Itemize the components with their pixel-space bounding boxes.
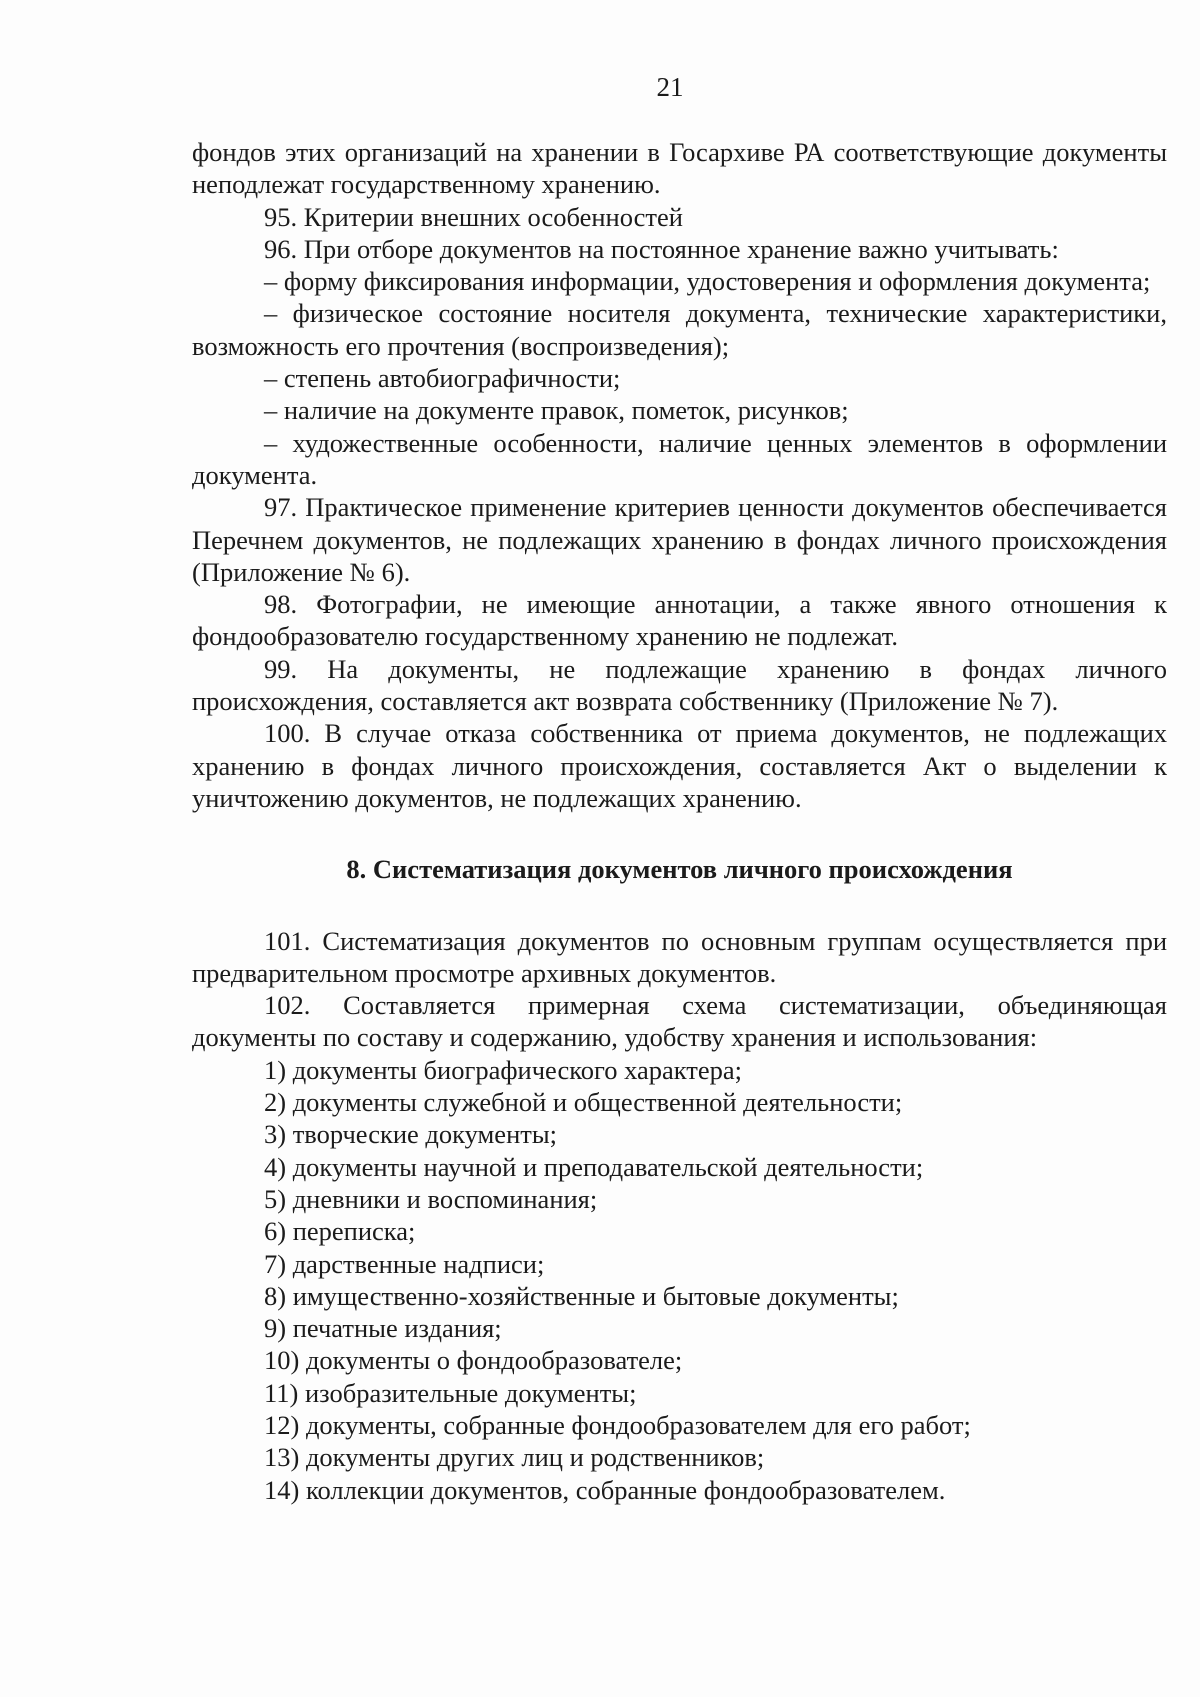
list-item: 14) коллекции документов, собранные фондообразователем. <box>264 1474 946 1505</box>
list-item: 2) документы служебной и общественной деятельности; <box>264 1087 903 1118</box>
list-item: 3) творческие документы; <box>264 1119 558 1150</box>
list-item: 13) документы других лиц и родственников; <box>264 1442 765 1473</box>
paragraph: – степень автобиографичности; <box>264 363 621 394</box>
list-item: 8) имущественно-хозяйственные и бытовые документы; <box>264 1280 899 1311</box>
paragraph: 97. Практическое применение критериев ценности документов обеспечивается Перечнем документов, не подлежащих хранению в фондах личного происхождения (Приложение № 6). <box>192 492 1167 587</box>
list-item: 12) документы, собранные фондообразователем для его работ; <box>264 1409 971 1440</box>
systematization-list <box>192 1054 1167 1506</box>
paragraph: фондов этих организаций на хранении в Госархиве РА соответствующие документы неподлежат государственному хранению. <box>192 137 1167 200</box>
page-number: 21 <box>656 72 684 102</box>
list-item: 5) дневники и воспоминания; <box>264 1183 598 1214</box>
paragraph: 95. Критерии внешних особенностей <box>264 201 683 232</box>
paragraph: 102. Составляется примерная схема систематизации, объединяющая документы по составу и содержанию, удобству хранения и использования: <box>192 990 1167 1053</box>
paragraph: – форму фиксирования информации, удостоверения и оформления документа; <box>264 266 1151 297</box>
section-before-heading <box>192 136 1167 814</box>
list-item: 6) переписка; <box>264 1216 416 1247</box>
paragraph: 99. На документы, не подлежащие хранению в фондах личного происхождения, составляется акт возврата собственнику (Приложение № 7). <box>192 653 1167 717</box>
paragraph: 96. При отборе документов на постоянное хранение важно учитывать: <box>264 233 1059 264</box>
list-item: 10) документы о фондообразователе; <box>264 1345 683 1376</box>
section-after-heading <box>192 925 1167 1506</box>
paragraph: 101. Систематизация документов по основным группам осуществляется при предварительном просмотре архивных документов. <box>192 925 1167 988</box>
list-item: 9) печатные издания; <box>264 1313 502 1344</box>
paragraph: 100. В случае отказа собственника от приема документов, не подлежащих хранению в фондах личного происхождения, составляется Акт о выделении к уничтожению документов, не подлежащих хранению. <box>192 718 1167 813</box>
paragraph: 98. Фотографии, не имеющие аннотации, а также явного отношения к фондообразователю государственному хранению не подлежат. <box>192 589 1167 652</box>
page-content <box>192 136 1167 1506</box>
paragraph: – художественные особенности, наличие ценных элементов в оформлении документа. <box>192 427 1167 490</box>
section-heading: 8. Систематизация документов личного происхождения <box>346 854 1013 885</box>
list-item: 11) изобразительные документы; <box>264 1377 637 1408</box>
list-item: 1) документы биографического характера; <box>264 1054 742 1085</box>
paragraph: – наличие на документе правок, пометок, рисунков; <box>264 395 849 426</box>
paragraph: – физическое состояние носителя документа, технические характеристики, возможность его прочтения (воспроизведения); <box>192 298 1167 361</box>
list-item: 4) документы научной и преподавательской деятельности; <box>264 1151 924 1182</box>
list-item: 7) дарственные надписи; <box>264 1248 545 1279</box>
